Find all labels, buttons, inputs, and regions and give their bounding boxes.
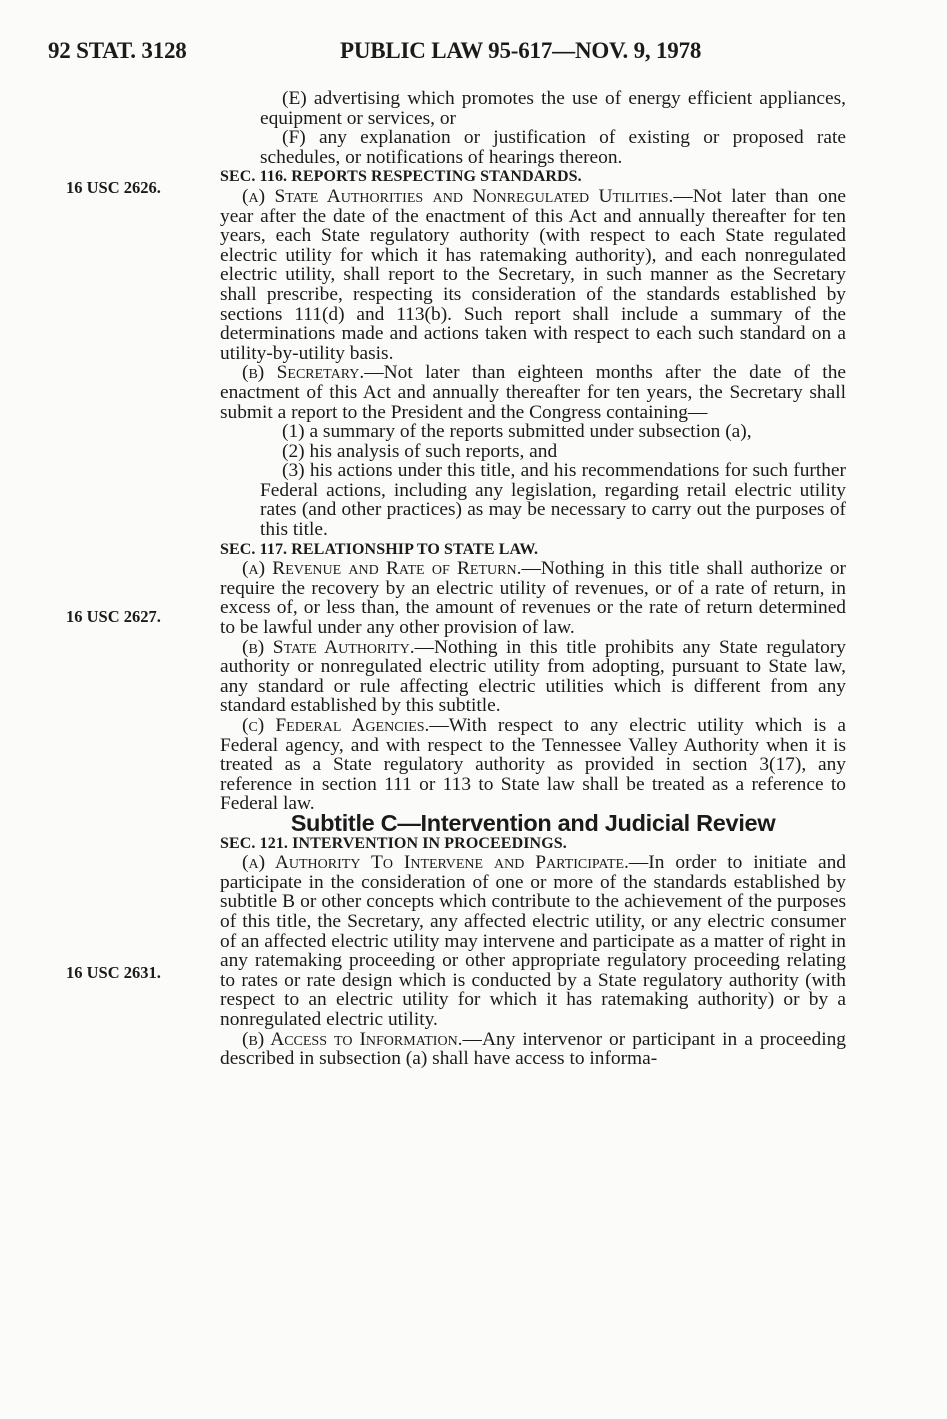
subsection-caption: (a) Revenue and Rate of Return.	[242, 558, 522, 580]
margin-note-usc-2627: 16 USC 2627.	[66, 607, 161, 626]
subsection-text: —Nothing in this title prohibits any State regulatory authority or nonregulated electric utility from adopting, pursuant to State law, any standard or rule affecting electric utilities which is different from any standard established by this subtitle.	[220, 636, 846, 717]
section-116-item-3: (3) his actions under this title, and his recommendations for such further Federal actions, including any legislation, regarding retail electric utility rates (and other practices) as may be necessary to carry out the purposes of this title.	[260, 460, 846, 541]
subsection-caption: (a) State Authorities and Nonregulated Utilities.	[242, 185, 674, 207]
section-121-subsection-a	[220, 853, 846, 1029]
section-117-subsection-b	[220, 638, 846, 716]
section-116-item-2: (2) his analysis of such reports, and	[282, 440, 558, 462]
subsection-caption: (b) State Authority.	[242, 636, 415, 658]
page-stat-number: 92 STAT. 3128	[48, 38, 187, 63]
subsection-text: —In order to initiate and participate in the consideration of one or more of the standards established by subtitle B or other concepts which contribute to the achievement of the purposes of this title, the Secretary, any affected electric utility, or any electric consumer of an affected electric utility may intervene and participate as a matter of right in any ratemaking proceeding or other appropriate regulatory proceeding relating to rates or rate design which is conducted by a State regulatory authority (with respect to an electric utility for which it has ratemaking authority) or by a nonregulated electric utility.	[220, 852, 846, 1030]
list-item-f: (F) any explanation or justification of existing or proposed rate schedules, or notifications of hearings thereon.	[260, 127, 846, 168]
section-117-heading: SEC. 117. RELATIONSHIP TO STATE LAW.	[220, 540, 539, 558]
section-117-subsection-a	[220, 559, 846, 637]
subsection-text: —Any intervenor or participant in a proceeding described in subsection (a) shall have access to informa-	[220, 1028, 847, 1070]
section-116-subsection-b	[220, 363, 846, 422]
subsection-text: —Nothing in this title shall authorize or require the recovery by an electric utility of revenues, or of a rate of return, in excess of, or less than, the amount of revenues or the rate of return determined to be lawful under any other provision of law.	[220, 558, 847, 639]
section-121-heading: SEC. 121. INTERVENTION IN PROCEEDINGS.	[220, 834, 567, 852]
subsection-caption: (b) Secretary.	[242, 362, 365, 384]
subtitle-heading: Subtitle C—Intervention and Judicial Review	[290, 809, 776, 836]
subsection-text: —Not later than one year after the date of the enactment of this Act and annually thereafter for ten years, each State regulatory authority (with respect to each State regulated electric utility for which it has ratemaking authority), and each nonregulated electric utility, shall report to the Secretary, in such manner as the Secretary shall prescribe, respecting its consideration of the standards established by sections 111(d) and 113(b). Such report shall include a summary of the determinations made and actions taken with respect to each such standard on a utility-by-utility basis.	[220, 185, 846, 364]
subsection-caption: (b) Access to Information.	[242, 1028, 463, 1050]
document-body	[220, 89, 846, 1069]
section-116-subsection-a	[220, 187, 846, 363]
margin-note-usc-2631: 16 USC 2631.	[66, 963, 161, 982]
list-item-e: (E) advertising which promotes the use of energy efficient appliances, equipment or services, or	[260, 88, 846, 129]
section-121-subsection-b	[220, 1030, 846, 1069]
running-header: PUBLIC LAW 95-617—NOV. 9, 1978	[340, 38, 702, 63]
subsection-text: —With respect to any electric utility which is a Federal agency, and with respect to the Tennessee Valley Authority when it is treated as a State regulatory authority as provided in section 3(17), any reference in section 111 or 113 to State law shall be treated as a reference to Federal law.	[220, 715, 847, 815]
subsection-text: —Not later than eighteen months after the date of the enactment of this Act and annually thereafter for ten years, the Secretary shall submit a report to the President and the Congress containing—	[220, 362, 846, 423]
subsection-caption: (c) Federal Agencies.	[242, 715, 430, 736]
section-116-item-1: (1) a summary of the reports submitted under subsection (a),	[282, 421, 752, 443]
section-116-heading: SEC. 116. REPORTS RESPECTING STANDARDS.	[220, 168, 582, 186]
subsection-caption: (a) Authority To Intervene and Participate.	[242, 852, 629, 874]
section-117-subsection-c	[220, 716, 846, 814]
margin-note-usc-2626: 16 USC 2626.	[66, 178, 161, 197]
